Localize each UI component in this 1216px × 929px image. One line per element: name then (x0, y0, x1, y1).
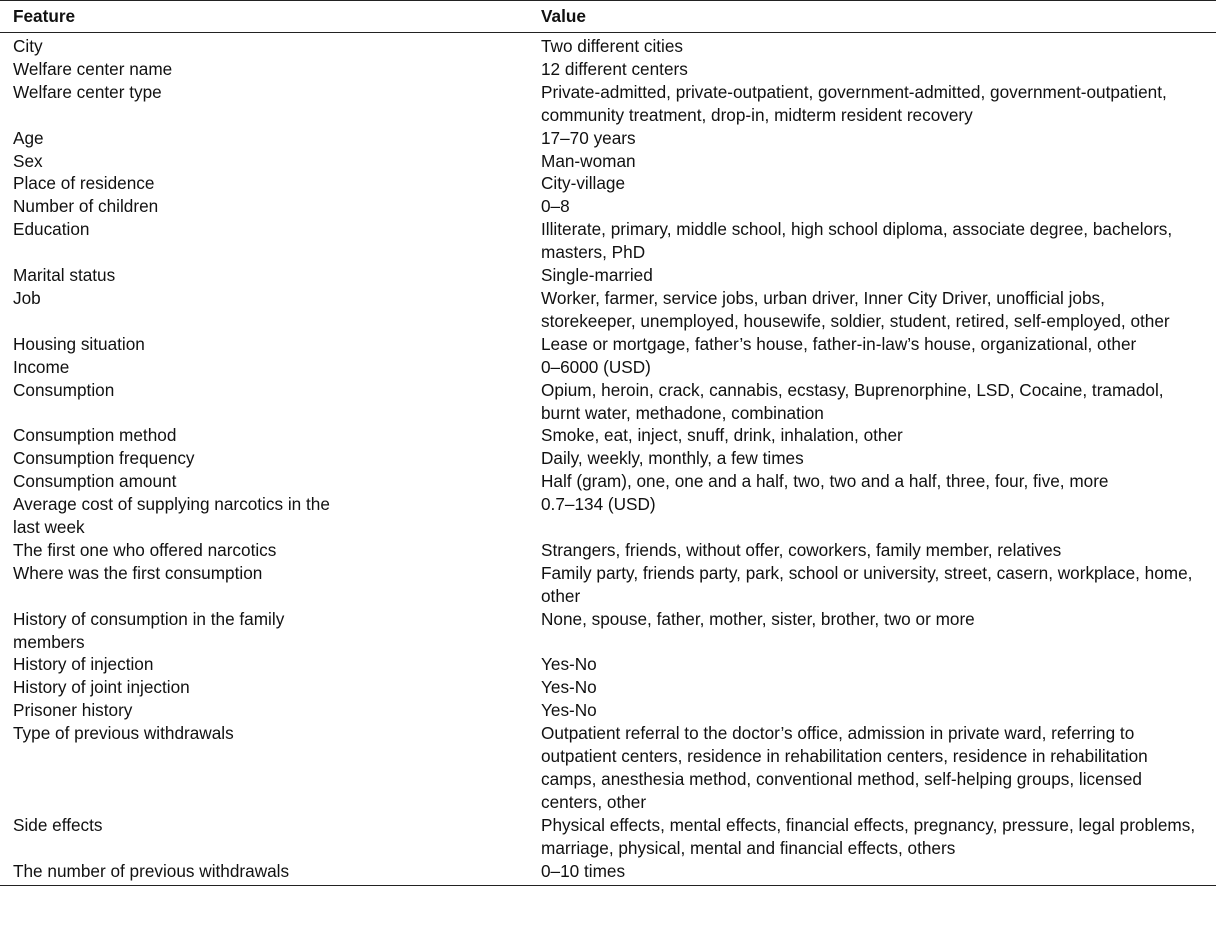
feature-cell (0, 814, 541, 860)
table-row (0, 424, 1216, 447)
value-text: Half (gram), one, one and a half, two, two and a half, three, four, five, more (541, 471, 1109, 492)
value-cell (541, 264, 1216, 287)
table-row (0, 447, 1216, 470)
value-text: 17–70 years (541, 127, 636, 148)
table-row (0, 676, 1216, 699)
feature-cell (0, 58, 541, 81)
table-row (0, 653, 1216, 676)
feature-cell (0, 424, 541, 447)
value-cell (541, 653, 1216, 676)
feature-text: Consumption method (13, 425, 177, 446)
feature-text: Marital status (13, 265, 116, 286)
value-cell (541, 150, 1216, 173)
feature-cell (0, 722, 541, 814)
feature-cell (0, 379, 541, 425)
table-row (0, 860, 1216, 885)
feature-text: Welfare center name (13, 58, 173, 79)
feature-text: Education (13, 219, 90, 240)
feature-text: City (13, 36, 43, 56)
feature-text: The number of previous withdrawals (13, 860, 290, 881)
feature-cell (0, 172, 541, 195)
table-row (0, 287, 1216, 333)
feature-text: Place of residence (13, 173, 155, 194)
value-cell (541, 447, 1216, 470)
value-text: Yes-No (541, 700, 597, 721)
feature-cell (0, 150, 541, 173)
value-text: Opium, heroin, crack, cannabis, ecstasy, Buprenorphine, LSD, Cocaine, tramadol, burnt water, methadone, combination (541, 379, 1164, 423)
feature-cell (0, 539, 541, 562)
value-text: 12 different centers (541, 58, 688, 79)
value-text: City-village (541, 173, 626, 194)
table-row (0, 127, 1216, 150)
value-cell (541, 562, 1216, 608)
value-cell (541, 814, 1216, 860)
value-cell (541, 33, 1216, 58)
value-cell (541, 58, 1216, 81)
value-text: Smoke, eat, inject, snuff, drink, inhalation, other (541, 425, 903, 446)
table-row (0, 722, 1216, 814)
header-feature: Feature (13, 6, 76, 26)
feature-cell (0, 608, 541, 654)
value-text: Yes-No (541, 654, 597, 675)
table-row (0, 81, 1216, 127)
feature-text: Age (13, 127, 44, 148)
feature-cell (0, 264, 541, 287)
table-row (0, 218, 1216, 264)
feature-cell (0, 699, 541, 722)
value-text: Worker, farmer, service jobs, urban driver, Inner City Driver, unofficial jobs, storekeeper, unemployed, housewife, soldier, student, retired, self-employed, other (541, 287, 1170, 331)
value-cell (541, 287, 1216, 333)
feature-text: History of consumption in the family members (13, 608, 285, 652)
value-text: Daily, weekly, monthly, a few times (541, 448, 804, 469)
table-row (0, 33, 1216, 58)
value-cell (541, 860, 1216, 885)
feature-text: Prisoner history (13, 700, 133, 721)
feature-cell (0, 81, 541, 127)
table-row (0, 379, 1216, 425)
feature-text: Sex (13, 150, 43, 171)
header-value: Value (541, 6, 586, 26)
value-cell (541, 608, 1216, 654)
table-row (0, 356, 1216, 379)
value-text: 0–10 times (541, 860, 626, 881)
feature-cell (0, 860, 541, 885)
feature-cell (0, 676, 541, 699)
table-header (0, 1, 1216, 33)
value-text: Private-admitted, private-outpatient, government-admitted, government-outpatient, community treatment, drop-in, midterm resident recovery (541, 81, 1167, 125)
feature-text: Welfare center type (13, 81, 162, 102)
value-text: Outpatient referral to the doctor’s office, admission in private ward, referring to outpatient centers, residence in rehabilitation centers, residence in rehabilitation camps, anesthesia method, conventional method, self-helping groups, licensed centers, other (541, 723, 1148, 812)
feature-cell (0, 287, 541, 333)
feature-text: Consumption (13, 379, 115, 400)
value-cell (541, 195, 1216, 218)
value-cell (541, 699, 1216, 722)
value-cell (541, 470, 1216, 493)
feature-cell (0, 356, 541, 379)
feature-cell (0, 493, 541, 539)
value-cell (541, 127, 1216, 150)
value-text: 0–8 (541, 196, 570, 217)
feature-text: Consumption frequency (13, 448, 195, 469)
value-text: Single-married (541, 265, 653, 286)
table-row (0, 333, 1216, 356)
value-cell (541, 539, 1216, 562)
value-text: Lease or mortgage, father’s house, father-in-law’s house, organizational, other (541, 333, 1137, 354)
value-text: 0.7–134 (USD) (541, 494, 656, 515)
feature-text: Type of previous withdrawals (13, 723, 234, 744)
feature-cell (0, 127, 541, 150)
value-cell (541, 379, 1216, 425)
feature-text: The first one who offered narcotics (13, 539, 277, 560)
feature-text: Housing situation (13, 333, 145, 354)
value-text: Illiterate, primary, middle school, high school diploma, associate degree, bachelors, masters, PhD (541, 219, 1173, 263)
feature-cell (0, 470, 541, 493)
feature-cell (0, 33, 541, 58)
value-text: Family party, friends party, park, school or university, street, casern, workplace, home, other (541, 562, 1193, 606)
feature-text: Side effects (13, 814, 103, 835)
value-cell (541, 493, 1216, 539)
value-text: Physical effects, mental effects, financial effects, pregnancy, pressure, legal problems, marriage, physical, mental and financial effects, others (541, 814, 1196, 858)
table-body (0, 33, 1216, 886)
table-row (0, 608, 1216, 654)
value-text: Strangers, friends, without offer, coworkers, family member, relatives (541, 539, 1062, 560)
feature-text: Average cost of supplying narcotics in the last week (13, 494, 330, 538)
value-text: 0–6000 (USD) (541, 356, 651, 377)
value-cell (541, 333, 1216, 356)
table-row (0, 493, 1216, 539)
table-row (0, 264, 1216, 287)
value-cell (541, 722, 1216, 814)
feature-cell (0, 562, 541, 608)
value-text: Two different cities (541, 36, 684, 56)
value-cell (541, 424, 1216, 447)
table-row (0, 172, 1216, 195)
feature-text: Income (13, 356, 70, 377)
table-row (0, 150, 1216, 173)
value-cell (541, 81, 1216, 127)
value-cell (541, 172, 1216, 195)
table-row (0, 814, 1216, 860)
feature-text: History of injection (13, 654, 154, 675)
feature-text: Where was the first consumption (13, 562, 263, 583)
feature-text: Number of children (13, 196, 159, 217)
value-cell (541, 356, 1216, 379)
value-text: None, spouse, father, mother, sister, brother, two or more (541, 608, 975, 629)
feature-text: Job (13, 287, 41, 308)
value-text: Man-woman (541, 150, 636, 171)
feature-cell (0, 333, 541, 356)
value-text: Yes-No (541, 677, 597, 698)
table-row (0, 699, 1216, 722)
value-cell (541, 218, 1216, 264)
table-row (0, 470, 1216, 493)
feature-cell (0, 447, 541, 470)
feature-cell (0, 218, 541, 264)
header-row (0, 1, 1216, 33)
value-cell (541, 676, 1216, 699)
feature-text: History of joint injection (13, 677, 190, 698)
table-row (0, 195, 1216, 218)
table-row (0, 539, 1216, 562)
table-row (0, 562, 1216, 608)
table-row (0, 58, 1216, 81)
feature-cell (0, 653, 541, 676)
feature-cell (0, 195, 541, 218)
feature-text: Consumption amount (13, 471, 177, 492)
